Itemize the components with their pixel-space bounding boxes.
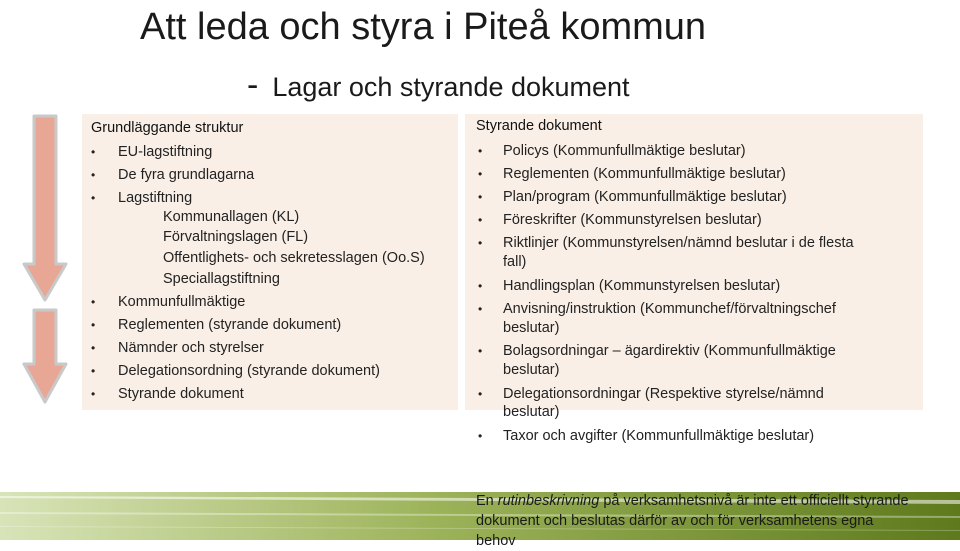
list-bullet: •	[478, 236, 483, 250]
list-bullet: •	[91, 145, 96, 159]
list-item: Handlingsplan (Kommunstyrelsen beslutar)	[503, 278, 781, 294]
list-item: Anvisning/instruktion (Kommunchef/förvaltningschef	[503, 301, 836, 317]
subtitle-text: Lagar och styrande dokument	[272, 72, 630, 102]
list-bullet: •	[478, 213, 483, 227]
list-item: Styrande dokument	[118, 386, 244, 402]
list-item: Nämnder och styrelser	[118, 340, 264, 356]
governing-documents-header: Styrande dokument	[476, 118, 602, 134]
footer-note-emphasis: rutinbeskrivning	[497, 493, 600, 509]
list-bullet: •	[478, 167, 483, 181]
list-item: Kommunfullmäktige	[118, 294, 246, 310]
slide-subtitle	[247, 66, 630, 105]
list-bullet: •	[91, 364, 96, 378]
list-bullet: •	[478, 144, 483, 158]
list-item: Bolagsordningar – ägardirektiv (Kommunfullmäktige	[503, 343, 836, 359]
list-item: Policys (Kommunfullmäktige beslutar)	[503, 143, 746, 159]
list-item-continuation: beslutar)	[503, 362, 560, 378]
list-subitem: Förvaltningslagen (FL)	[163, 229, 309, 245]
list-item: Lagstiftning	[118, 190, 193, 206]
basic-structure-header: Grundläggande struktur	[91, 120, 244, 136]
list-item: Föreskrifter (Kommunstyrelsen beslutar)	[503, 212, 762, 228]
list-item: Reglementen (Kommunfullmäktige beslutar)	[503, 166, 786, 182]
list-item-continuation: beslutar)	[503, 404, 560, 420]
list-item: Taxor och avgifter (Kommunfullmäktige beslutar)	[503, 428, 815, 444]
list-item: Delegationsordningar (Respektive styrelse/nämnd	[503, 386, 824, 402]
list-bullet: •	[91, 191, 96, 205]
list-item-continuation: beslutar)	[503, 320, 560, 336]
list-bullet: •	[478, 344, 483, 358]
list-bullet: •	[91, 318, 96, 332]
list-item: Riktlinjer (Kommunstyrelsen/nämnd beslutar i de flesta	[503, 235, 854, 251]
footer-note	[476, 491, 916, 551]
footer-note-start: En	[476, 493, 498, 509]
list-bullet: •	[478, 279, 483, 293]
subtitle-dash: -	[247, 66, 259, 104]
list-bullet: •	[478, 387, 483, 401]
list-item: Delegationsordning (styrande dokument)	[118, 363, 380, 379]
list-bullet: •	[91, 295, 96, 309]
list-item: De fyra grundlagarna	[118, 167, 255, 183]
list-subitem: Speciallagstiftning	[163, 271, 280, 287]
down-arrow-icon	[22, 114, 68, 302]
footer-note-rest: på verksamhetsnivå är inte ett officiellt styrande dokument och beslutas därför av och för verksamhetens egna behov	[476, 493, 909, 549]
list-item: Plan/program (Kommunfullmäktige beslutar)	[503, 189, 787, 205]
list-bullet: •	[91, 341, 96, 355]
list-bullet: •	[478, 302, 483, 316]
down-arrow-icon	[22, 308, 68, 406]
list-bullet: •	[478, 429, 483, 443]
list-subitem: Offentlighets- och sekretesslagen (Oo.S)	[163, 250, 425, 266]
list-item-continuation: fall)	[503, 254, 527, 270]
list-bullet: •	[91, 168, 96, 182]
list-bullet: •	[91, 387, 96, 401]
list-bullet: •	[478, 190, 483, 204]
slide-title: Att leda och styra i Piteå kommun	[140, 6, 707, 48]
list-item: EU-lagstiftning	[118, 144, 213, 160]
list-subitem: Kommunallagen (KL)	[163, 209, 300, 225]
list-item: Reglementen (styrande dokument)	[118, 317, 342, 333]
